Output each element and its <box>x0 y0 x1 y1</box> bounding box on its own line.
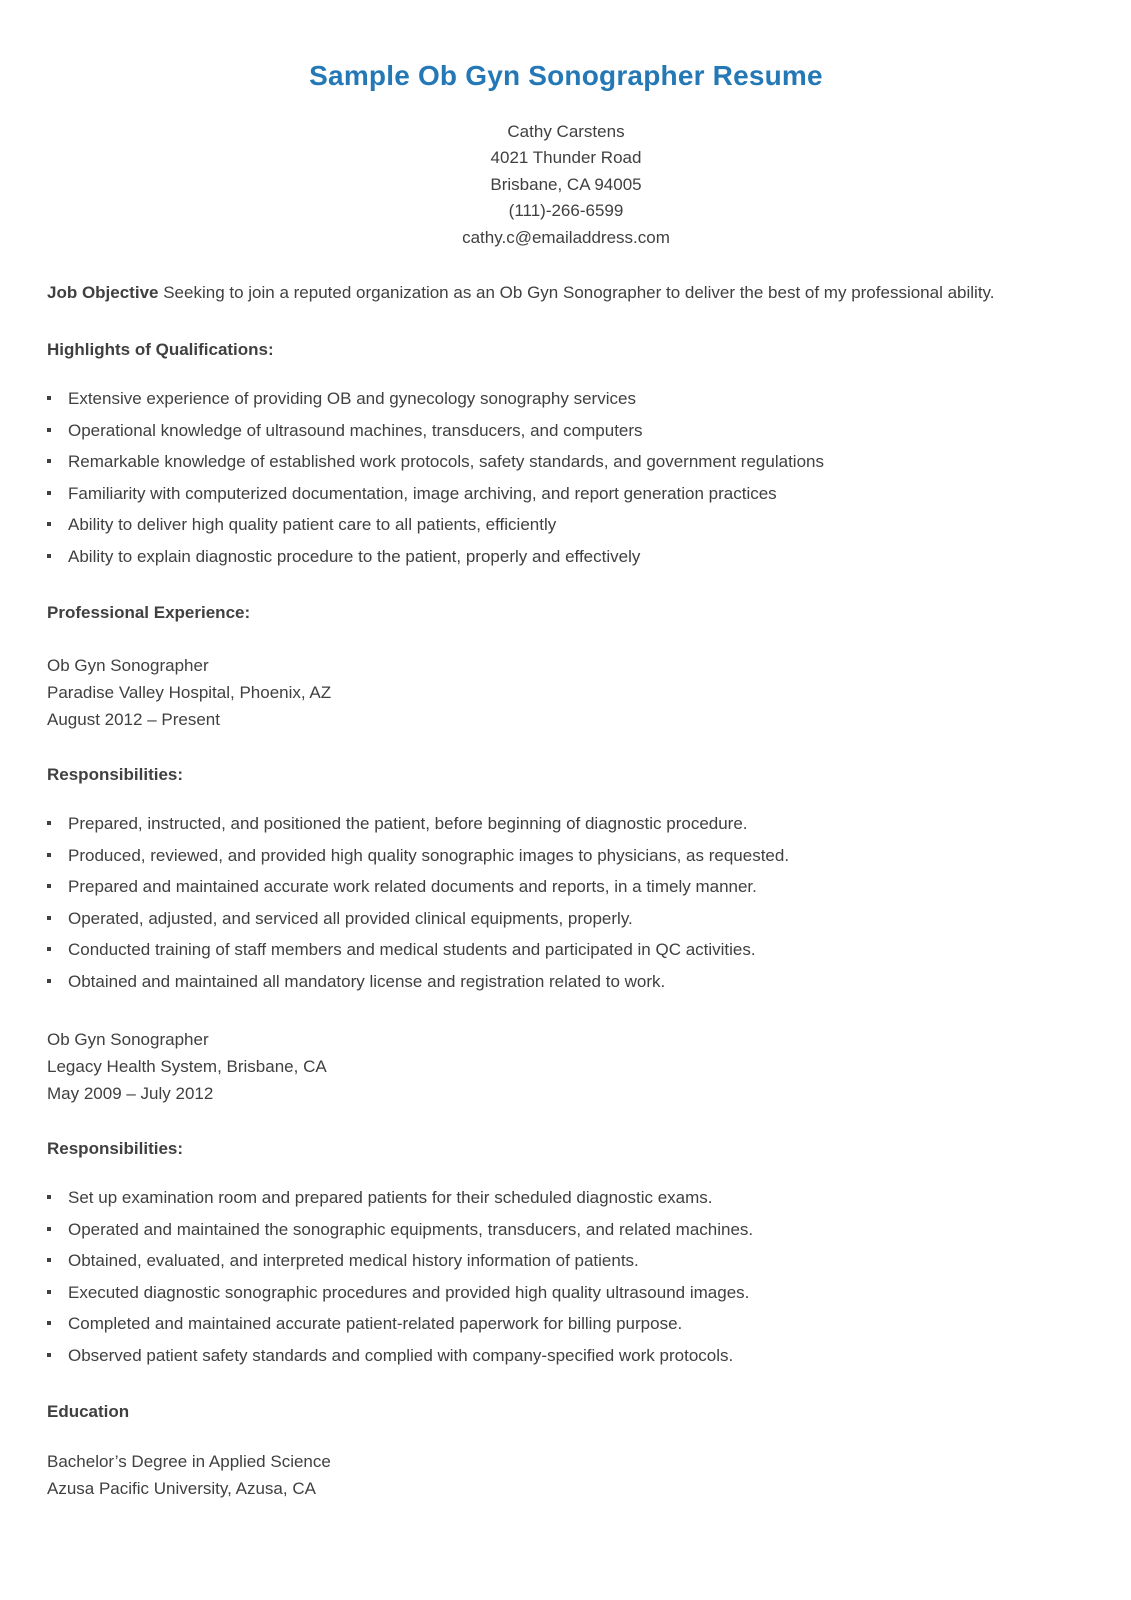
job-entry <box>47 1026 1085 1107</box>
experience-heading: Professional Experience: <box>47 602 251 622</box>
education-degree: Bachelor’s Degree in Applied Science <box>47 1452 331 1472</box>
responsibilities-list <box>47 813 1085 992</box>
job-title: Ob Gyn Sonographer <box>47 1029 209 1049</box>
list-item: Observed patient safety standards and complied with company-specified work protocols. <box>47 1345 1085 1366</box>
job-title: Ob Gyn Sonographer <box>47 655 209 675</box>
job-employer: Paradise Valley Hospital, Phoenix, AZ <box>47 682 332 702</box>
contact-street: 4021 Thunder Road <box>490 148 642 168</box>
list-item: Ability to explain diagnostic procedure to the patient, properly and effectively <box>47 546 1085 567</box>
contact-phone: (111)-266-6599 <box>508 201 624 221</box>
responsibilities-list <box>47 1187 1085 1366</box>
list-item: Obtained, evaluated, and interpreted medical history information of patients. <box>47 1250 1085 1271</box>
job-objective <box>47 281 1085 306</box>
list-item: Completed and maintained accurate patient-related paperwork for billing purpose. <box>47 1313 1085 1334</box>
education-heading: Education <box>47 1401 130 1421</box>
list-item: Remarkable knowledge of established work protocols, safety standards, and government regulations <box>47 451 1085 472</box>
responsibilities-heading: Responsibilities: <box>47 764 184 784</box>
education-entry <box>47 1448 1085 1502</box>
job-dates: May 2009 – July 2012 <box>47 1083 214 1103</box>
highlights-list <box>47 388 1085 567</box>
contact-email: cathy.c@emailaddress.com <box>462 227 670 247</box>
page-title: Sample Ob Gyn Sonographer Resume <box>309 60 823 91</box>
contact-block <box>47 119 1085 252</box>
responsibilities-heading: Responsibilities: <box>47 1138 184 1158</box>
list-item: Obtained and maintained all mandatory license and registration related to work. <box>47 971 1085 992</box>
job-employer: Legacy Health System, Brisbane, CA <box>47 1056 327 1076</box>
list-item: Set up examination room and prepared patients for their scheduled diagnostic exams. <box>47 1187 1085 1208</box>
list-item: Prepared, instructed, and positioned the patient, before beginning of diagnostic procedure. <box>47 813 1085 834</box>
education-school: Azusa Pacific University, Azusa, CA <box>47 1479 316 1499</box>
contact-city: Brisbane, CA 94005 <box>490 174 642 194</box>
list-item: Prepared and maintained accurate work related documents and reports, in a timely manner. <box>47 876 1085 897</box>
list-item: Produced, reviewed, and provided high quality sonographic images to physicians, as requested. <box>47 845 1085 866</box>
list-item: Familiarity with computerized documentation, image archiving, and report generation practices <box>47 483 1085 504</box>
list-item: Conducted training of staff members and medical students and participated in QC activities. <box>47 939 1085 960</box>
job-dates: August 2012 – Present <box>47 709 220 729</box>
list-item: Operated, adjusted, and serviced all provided clinical equipments, properly. <box>47 908 1085 929</box>
list-item: Ability to deliver high quality patient care to all patients, efficiently <box>47 514 1085 535</box>
list-item: Extensive experience of providing OB and gynecology sonography services <box>47 388 1085 409</box>
job-entry <box>47 652 1085 733</box>
job-objective-label: Job Objective <box>47 283 159 303</box>
list-item: Operational knowledge of ultrasound machines, transducers, and computers <box>47 420 1085 441</box>
job-objective-text: Seeking to join a reputed organization as an Ob Gyn Sonographer to deliver the best of my professional ability. <box>163 283 995 303</box>
list-item: Operated and maintained the sonographic equipments, transducers, and related machines. <box>47 1219 1085 1240</box>
highlights-heading: Highlights of Qualifications: <box>47 339 274 359</box>
contact-name: Cathy Carstens <box>507 121 625 141</box>
list-item: Executed diagnostic sonographic procedures and provided high quality ultrasound images. <box>47 1282 1085 1303</box>
